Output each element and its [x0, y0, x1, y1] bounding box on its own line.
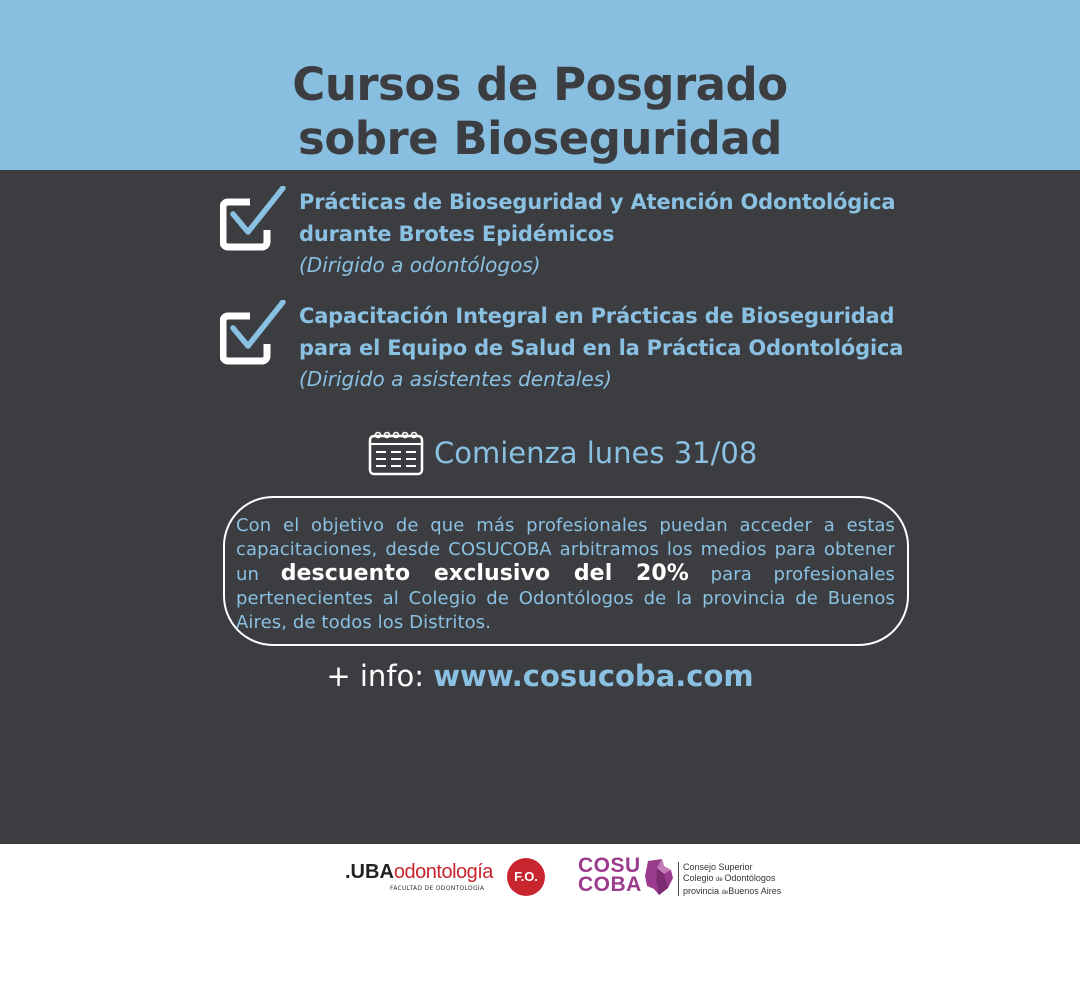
title-line-1: Cursos de Posgrado: [292, 58, 788, 111]
checkbox-checked-icon: [220, 300, 286, 366]
buenos-aires-map-icon: [644, 858, 674, 896]
uba-name: odontología: [393, 861, 493, 883]
uba-prefix: .UBA: [345, 861, 394, 883]
cosucoba-description: [683, 862, 781, 899]
footer-logos: [0, 852, 1080, 902]
cosu-desc-line-2c: Odontólogos: [724, 873, 776, 883]
course-audience: (Dirigido a odontólogos): [299, 253, 541, 277]
notice-text-before: Con el objetivo de que más profesionales puedan acceder a estas capacitaciones, desde COSUCOBA arbitramos los medios para obtener un: [236, 515, 895, 585]
cosu-line-2: COBA: [578, 873, 642, 896]
calendar-icon: [368, 430, 424, 476]
website-link[interactable]: www.cosucoba.com: [433, 659, 754, 693]
more-info: [0, 656, 1080, 696]
cosu-desc-line-3b: de: [721, 890, 729, 896]
course-name-line-2: durante Brotes Epidémicos: [299, 222, 615, 246]
notice-text-after: para profesionales pertenecientes al Colegio de Odontólogos de la provincia de Buenos Aires, de todos los Distritos.: [236, 564, 895, 633]
notice-highlight: descuento exclusivo del 20%: [280, 561, 689, 586]
more-info-label: + info:: [326, 659, 434, 693]
cosu-desc-line-1: Consejo Superior: [683, 862, 753, 872]
cosu-desc-line-3c: Buenos Aires: [728, 886, 782, 896]
uba-subtitle: FACULTAD DE ODONTOLOGÍA: [390, 885, 485, 892]
cosu-line-1: COSU: [578, 854, 641, 877]
checkbox-checked-icon: [220, 186, 286, 252]
course-name-line-1: Capacitación Integral en Prácticas de Bioseguridad: [299, 304, 895, 328]
title-line-2: sobre Bioseguridad: [298, 112, 782, 165]
fo-badge-logo: F.O.: [507, 858, 545, 896]
discount-notice: [223, 496, 909, 646]
page-title: [0, 58, 1080, 166]
course-name-line-2: para el Equipo de Salud en la Práctica Odontológica: [299, 336, 904, 360]
logo-divider: [678, 862, 679, 896]
cosu-desc-line-2b: de: [716, 877, 725, 883]
cosu-desc-line-2a: Colegio: [683, 873, 717, 883]
course-name-line-1: Prácticas de Bioseguridad y Atención Odontológica: [299, 190, 896, 214]
course-audience: (Dirigido a asistentes dentales): [299, 367, 612, 391]
start-text: Comienza lunes 31/08: [434, 436, 758, 470]
cosu-desc-line-3a: provincia: [683, 886, 722, 896]
uba-odontologia-logo: [345, 858, 493, 898]
start-date: [368, 430, 757, 476]
